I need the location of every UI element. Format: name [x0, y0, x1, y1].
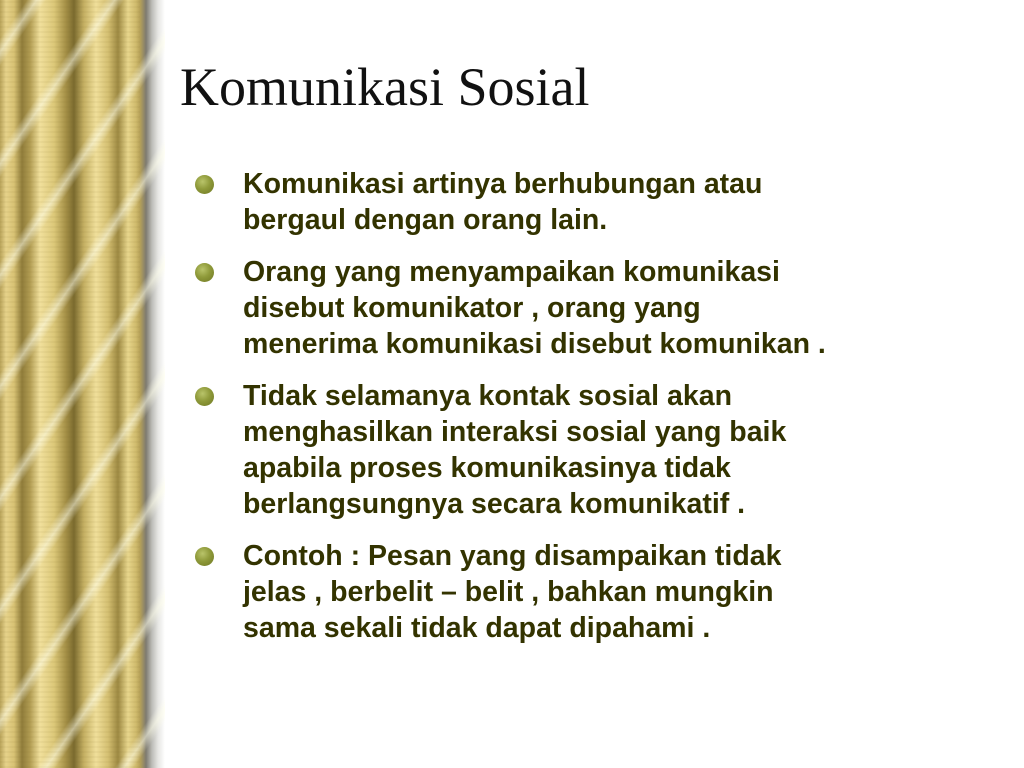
bullet-list — [190, 166, 990, 662]
bullet-text: Komunikasi artinya berhubungan atau bergaul dengan orang lain. — [243, 168, 763, 236]
bullet-dot-icon — [195, 387, 214, 406]
bullet-text: Orang yang menyampaikan komunikasi disebut komunikator , orang yang menerima komunikasi disebut komunikan . — [243, 256, 826, 360]
bullet-item — [190, 378, 990, 522]
bullet-item — [190, 254, 990, 362]
bullet-item — [190, 538, 990, 646]
bullet-text: Contoh : Pesan yang disampaikan tidak jelas , berbelit – belit , bahkan mungkin sama sekali tidak dapat dipahami . — [243, 540, 782, 644]
bullet-text: Tidak selamanya kontak sosial akan menghasilkan interaksi sosial yang baik apabila proses komunikasinya tidak berlangsungnya secara komunikatif . — [243, 380, 787, 520]
bullet-dot-icon — [195, 175, 214, 194]
bullet-dot-icon — [195, 547, 214, 566]
bullet-item — [190, 166, 990, 238]
pillar-texture — [0, 0, 140, 768]
bullet-dot-icon — [195, 263, 214, 282]
slide-title: Komunikasi Sosial — [180, 57, 590, 117]
